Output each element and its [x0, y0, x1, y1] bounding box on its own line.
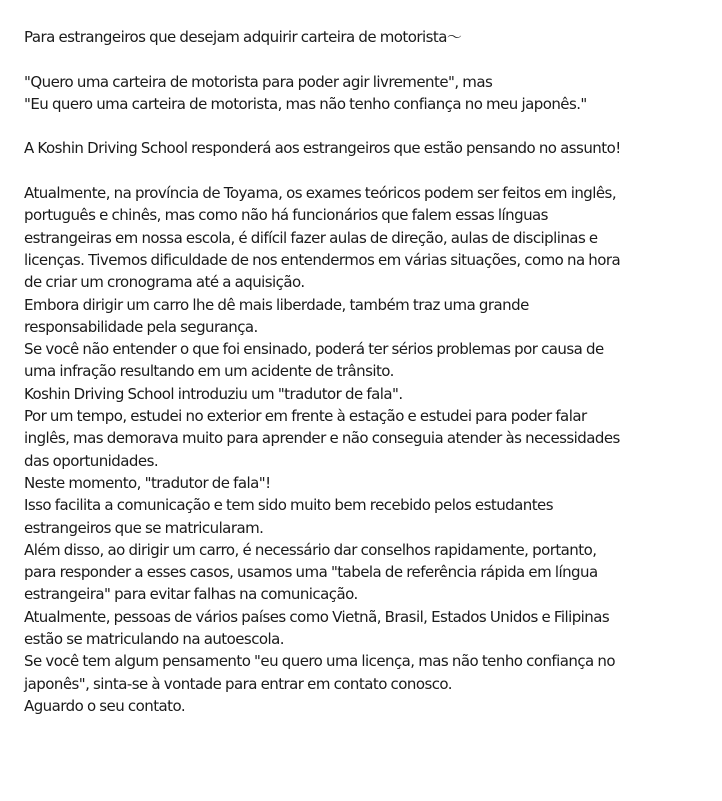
body-line: responsabilidade pela segurança. [24, 317, 258, 336]
body-line: Se você tem algum pensamento "eu quero uma licença, mas não tenho confiança no [24, 652, 615, 671]
body-line: japonês", sinta-se à vontade para entrar em contato conosco. [24, 674, 452, 693]
document-title: Para estrangeiros que desejam adquirir carteira de motorista～ [24, 28, 462, 46]
spacer [24, 115, 714, 137]
body-line: estrangeira" para evitar falhas na comunicação. [24, 585, 358, 604]
body-line: Koshin Driving School introduziu um "tradutor de fala". [24, 384, 403, 403]
body-line: Se você não entender o que foi ensinado, poderá ter sérios problemas por causa de [24, 340, 604, 359]
body-line: Atualmente, na província de Toyama, os exames teóricos podem ser feitos em inglês, [24, 184, 617, 203]
body-line: Além disso, ao dirigir um carro, é necessário dar conselhos rapidamente, portanto, [24, 540, 597, 559]
body-line: Aguardo o seu contato. [24, 696, 186, 715]
body-line: inglês, mas demorava muito para aprender e não conseguia atender às necessidades [24, 429, 620, 448]
quote-line: "Eu quero uma carteira de motorista, mas não tenho confiança no meu japonês." [24, 94, 587, 113]
body-line: estrangeiros que se matricularam. [24, 518, 264, 537]
body-line: Por um tempo, estudei no exterior em frente à estação e estudei para poder falar [24, 407, 587, 426]
body-line: para responder a esses casos, usamos uma "tabela de referência rápida em língua [24, 563, 598, 582]
intro-line: A Koshin Driving School responderá aos estrangeiros que estão pensando no assunto! [24, 139, 621, 158]
spacer [24, 160, 714, 182]
body-line: das oportunidades. [24, 451, 159, 470]
body-line: de criar um cronograma até a aquisição. [24, 273, 305, 292]
document-page [24, 26, 714, 717]
body-line: Embora dirigir um carro lhe dê mais liberdade, também traz uma grande [24, 295, 529, 314]
body-line: Neste momento, "tradutor de fala"! [24, 473, 271, 492]
body-line: Isso facilita a comunicação e tem sido muito bem recebido pelos estudantes [24, 496, 553, 515]
quote-line: "Quero uma carteira de motorista para poder agir livremente", mas [24, 72, 493, 91]
body-line: estão se matriculando na autoescola. [24, 630, 284, 649]
body-line: estrangeiras em nossa escola, é difícil fazer aulas de direção, aulas de disciplinas e [24, 228, 598, 247]
body-line: Atualmente, pessoas de vários países como Vietnã, Brasil, Estados Unidos e Filipinas [24, 607, 610, 626]
spacer [24, 48, 714, 70]
body-line: licenças. Tivemos dificuldade de nos entendermos em várias situações, como na hora [24, 250, 621, 269]
body-line: português e chinês, mas como não há funcionários que falem essas línguas [24, 206, 548, 225]
body-line: uma infração resultando em um acidente de trânsito. [24, 362, 394, 381]
